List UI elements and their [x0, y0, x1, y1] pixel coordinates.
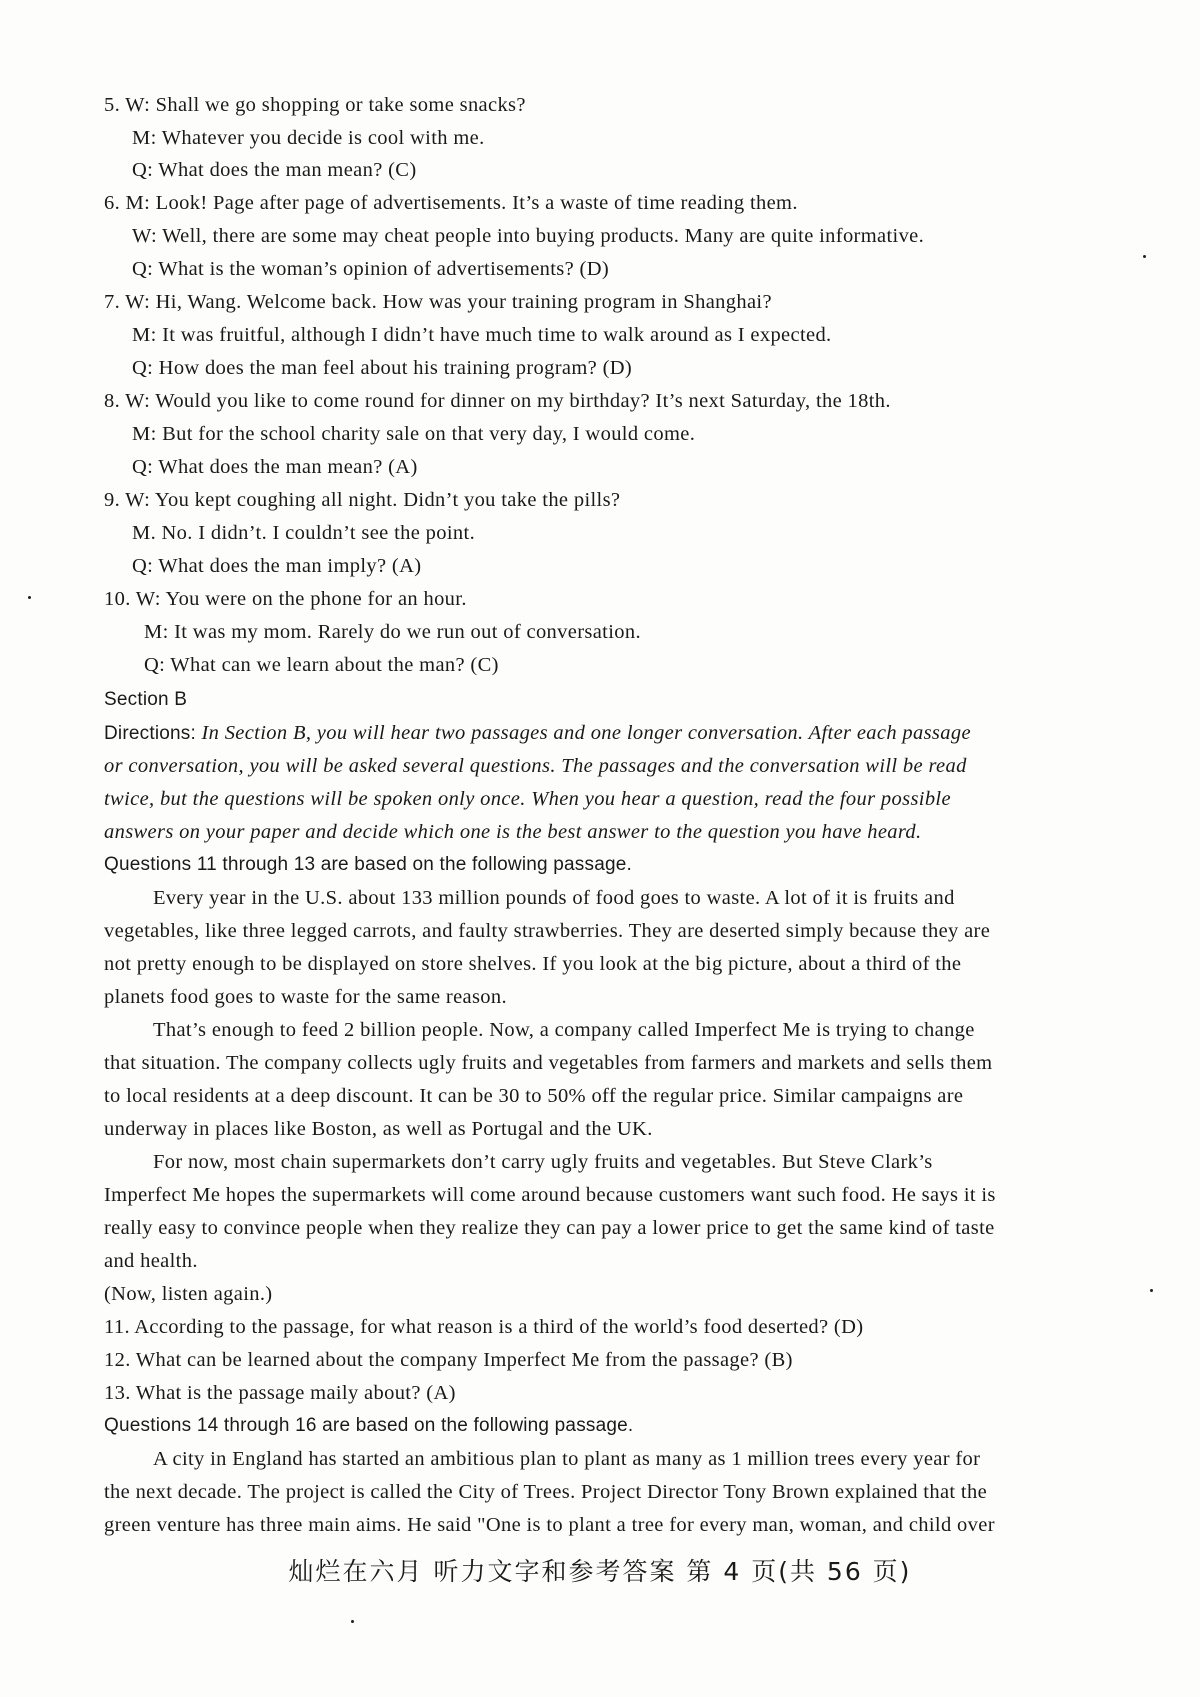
passage1-line-8: underway in places like Boston, as well as Portugal and the UK. — [104, 1118, 653, 1140]
passage1-line-10: Imperfect Me hopes the supermarkets will come around because customers want such food. He says it is — [104, 1184, 996, 1206]
passage1-line-6: that situation. The company collects ugly fruits and vegetables from farmers and markets and sells them — [104, 1052, 993, 1074]
passage1-intro: Questions 11 through 13 are based on the following passage. — [104, 854, 632, 875]
page-footer: 灿烂在六月 听力文字和参考答案 第 4 页(共 56 页) — [288, 1557, 912, 1586]
dialogue-8-line-2: M: But for the school charity sale on that very day, I would come. — [132, 423, 696, 445]
dialogue-9-line-2: M. No. I didn’t. I couldn’t see the point. — [132, 522, 476, 544]
scan-speck — [1143, 255, 1146, 258]
dialogue-6-line-3: Q: What is the woman’s opinion of advertisements? (D) — [132, 258, 610, 280]
passage2-line-2: the next decade. The project is called the City of Trees. Project Director Tony Brown explained that the — [104, 1481, 988, 1503]
passage2-line-1: A city in England has started an ambitious plan to plant as many as 1 million trees every year for — [153, 1448, 981, 1470]
passage1-line-12: and health. — [104, 1250, 198, 1272]
dialogue-7-line-3: Q: How does the man feel about his training program? (D) — [132, 357, 633, 379]
dialogue-8-line-1: 8. W: Would you like to come round for dinner on my birthday? It’s next Saturday, the 18th. — [104, 390, 891, 412]
dialogue-9-line-3: Q: What does the man imply? (A) — [132, 555, 422, 577]
scan-speck — [351, 1620, 354, 1623]
directions-line-4: answers on your paper and decide which one is the best answer to the question you have heard. — [104, 821, 922, 843]
passage2-intro: Questions 14 through 16 are based on the following passage. — [104, 1415, 634, 1436]
passage1-line-9: For now, most chain supermarkets don’t carry ugly fruits and vegetables. But Steve Clark’s — [153, 1151, 933, 1173]
scan-speck — [28, 596, 31, 599]
dialogue-6-line-1: 6. M: Look! Page after page of advertisements. It’s a waste of time reading them. — [104, 192, 798, 214]
dialogue-8-line-3: Q: What does the man mean? (A) — [132, 456, 418, 478]
dialogue-7-line-2: M: It was fruitful, although I didn’t have much time to walk around as I expected. — [132, 324, 832, 346]
passage1-line-4: planets food goes to waste for the same reason. — [104, 986, 507, 1008]
question-13: 13. What is the passage maily about? (A) — [104, 1382, 456, 1404]
listen-again: (Now, listen again.) — [104, 1283, 273, 1305]
passage2-line-3: green venture has three main aims. He said "One is to plant a tree for every man, woman, and child over — [104, 1514, 995, 1536]
directions-line-2: or conversation, you will be asked several questions. The passages and the conversation will be read — [104, 755, 967, 777]
dialogue-7-line-1: 7. W: Hi, Wang. Welcome back. How was your training program in Shanghai? — [104, 291, 772, 313]
dialogue-6-line-2: W: Well, there are some may cheat people into buying products. Many are quite informative. — [132, 225, 925, 247]
directions-label: Directions: — [104, 723, 196, 744]
dialogue-5-line-1: 5. W: Shall we go shopping or take some snacks? — [104, 94, 526, 116]
directions-text-1: In Section B, you will hear two passages and one longer conversation. After each passage — [201, 722, 971, 744]
directions-line-1 — [104, 720, 971, 747]
directions-line-3: twice, but the questions will be spoken only once. When you hear a question, read the four possible — [104, 788, 951, 810]
dialogue-9-line-1: 9. W: You kept coughing all night. Didn’t you take the pills? — [104, 489, 621, 511]
passage1-line-2: vegetables, like three legged carrots, and faulty strawberries. They are deserted simply because they are — [104, 920, 991, 942]
passage1-line-7: to local residents at a deep discount. It can be 30 to 50% off the regular price. Similar campaigns are — [104, 1085, 964, 1107]
passage1-line-3: not pretty enough to be displayed on store shelves. If you look at the big picture, about a third of the — [104, 953, 962, 975]
passage1-line-1: Every year in the U.S. about 133 million pounds of food goes to waste. A lot of it is fruits and — [153, 887, 955, 909]
dialogue-5-line-3: Q: What does the man mean? (C) — [132, 159, 417, 181]
question-11: 11. According to the passage, for what reason is a third of the world’s food deserted? (D) — [104, 1316, 864, 1338]
dialogue-10-line-3: Q: What can we learn about the man? (C) — [144, 654, 499, 676]
dialogue-5-line-2: M: Whatever you decide is cool with me. — [132, 127, 485, 149]
question-12: 12. What can be learned about the company Imperfect Me from the passage? (B) — [104, 1349, 793, 1371]
passage1-line-5: That’s enough to feed 2 billion people. Now, a company called Imperfect Me is trying to change — [153, 1019, 975, 1041]
dialogue-10-line-1: 10. W: You were on the phone for an hour. — [104, 588, 467, 610]
dialogue-10-line-2: M: It was my mom. Rarely do we run out of conversation. — [144, 621, 641, 643]
section-b-heading: Section B — [104, 689, 188, 710]
scan-speck — [1150, 1289, 1153, 1292]
passage1-line-11: really easy to convince people when they realize they can pay a lower price to get the same kind of taste — [104, 1217, 995, 1239]
